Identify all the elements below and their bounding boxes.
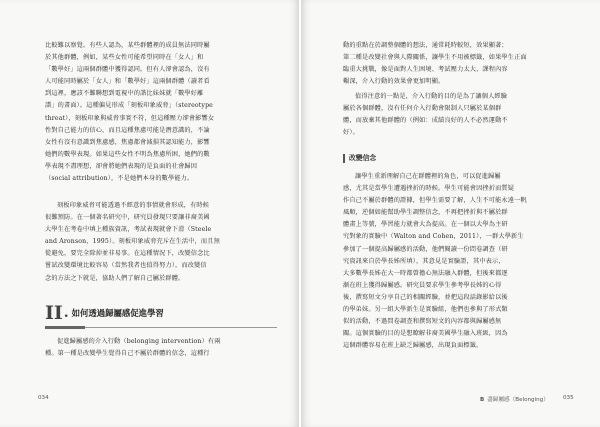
text-line: 大多數學長姊在大一時都曾擔心無法融入群體，但後來都逐	[343, 269, 508, 277]
right-text-para3	[343, 171, 575, 352]
text-line: 學表現不盡理想，卻會將她們表現的是負面的社會歸因	[45, 162, 198, 170]
text-line: 這個群體容易在班上缺乏歸屬感，出現負面標籤。	[343, 342, 483, 350]
text-line: 人可能同時屬於「女人」和「數學好」這兩個群體（讀者看	[45, 78, 210, 86]
text-line: 好）。	[343, 129, 359, 137]
chapter-letter: B	[480, 397, 485, 403]
text-line: 大學生在考卷中填上種族資訊，考試表現就會下滑（Steele	[45, 226, 212, 234]
text-line: 譜」的畫面）。這種偏見形成「刻板印象威脅」（stereotype	[45, 102, 213, 110]
text-line: 她們的數學表現。如果這些女性不明為焦慮所困，她們的數	[45, 150, 210, 158]
text-line: 值得注意的一點是，介入行動的目的是為了讓個人經驗	[355, 93, 508, 100]
text-line: 參加了一個提高歸屬感的活動，他們閱讀一份問卷調查（研	[343, 245, 508, 253]
section-heading	[45, 300, 277, 326]
text-line: 究對象的實驗中（Walton and Cohen，2011），一群大學新生	[343, 233, 524, 241]
text-line: 到這裡，應該不難聯想到電視中的諧比妹妹就「數學好離	[45, 90, 204, 98]
text-line: 似的活動，不過問卷調查和撰寫短文的內容都與歸屬感無	[343, 318, 502, 326]
text-line: 體，而放棄其他群體的（例如：成績良好的人不必然運動不	[343, 117, 508, 125]
text-line: 女性有沒有意識到焦慮感，焦慮都會減損其認知能力，影響	[45, 138, 210, 146]
text-line: 讓學生重新理解自己在群體裡的角色，可以促進歸屬	[355, 173, 501, 180]
text-line: 艱深，介入行動的效果會更加明顯。	[343, 78, 445, 86]
section-roman-numeral: II	[45, 302, 63, 324]
text-line: 很難預防。在一個著名研究中，研究員發現只要讓非裔美國	[45, 214, 210, 222]
text-line: 動的重點在於調整個體的想法，通常耗時較短，效果顯著；	[343, 42, 508, 49]
text-line: 種。第一種是改變學生覺得自己不屬於群體的信念，這種行	[45, 350, 210, 358]
section-dot: .	[63, 305, 69, 321]
text-line: 第二種是改變社會與人際關係，讓學生不用被標籤，如果學生正面	[343, 54, 527, 62]
text-line: 臨重大挑戰，像是面對人生困境、考試壓力太大、課程內容	[343, 66, 508, 74]
text-line: and Aronson，1995）。刻板印象威脅充斥在生活中，而且無	[45, 238, 220, 246]
text-line: threat），刻板印象與威脅事實不符，但這種壓力卻會影響女	[45, 114, 215, 122]
text-line: 嘗試改變環境比較容易（當然我者也值得努力），而改變信	[45, 262, 207, 270]
section-title: 如何透過歸屬感促進學習	[71, 308, 164, 318]
chapter-title: 盡歸屬感（Belonging）	[487, 397, 549, 403]
text-line: 感，尤其是當學生遭遇挫折的時候。學生可能會因挫折而質疑	[343, 185, 515, 193]
section-rule	[45, 327, 277, 328]
text-line: 風順，逆個如能幫助學生調整信念，不再把挫折與不屬於群	[343, 209, 508, 217]
text-line: 念的方法之下就是，協助人們了解自己屬於群體。	[45, 274, 185, 282]
right-page-number: 035	[563, 395, 574, 401]
left-text-para2	[45, 200, 277, 285]
text-line: 漸在班上獲得歸屬感。研究員要求學生參考學長姊的心得	[343, 281, 502, 289]
text-line: 關。這個實驗的目的是想瞭解非裔美國學生融入班級，因為	[343, 330, 508, 338]
text-line: 性對自己能力的信心，而且這種焦慮可能是潛意識的，不論	[45, 126, 210, 134]
text-line: 於其他群體，例如，某些女性可能希望同時在「女人」和	[45, 54, 204, 62]
text-line: 屬於各個群體，沒有任何介入行動會限制人只屬於某個群	[343, 105, 502, 113]
text-line: 的學弟妹。另一組大學新生是實驗組，他們也參與了形式類	[343, 306, 508, 314]
right-text-top	[343, 40, 575, 88]
left-text-bottom	[45, 336, 277, 360]
text-line: 後，撰寫短文分享自己的相關經驗，並把這段話錄影給以後	[343, 293, 508, 301]
text-line: 刻板印象威脅可能透過不經意的事情就會形成，有時候	[57, 202, 210, 209]
chapter-footer	[480, 395, 549, 403]
text-line: 體畫上等號，學習能力就會大為提高。在一個以大學為主研	[343, 221, 508, 229]
subsection-heading: 改變信念	[343, 154, 376, 163]
right-text-para2	[343, 91, 575, 139]
left-page-number: 034	[38, 395, 49, 401]
text-line: 促進歸屬感的介入行動（belonging intervention）有兩	[57, 338, 221, 345]
text-line: 從避免，要完全除掉並非易事。在這種情況下，改變信念比	[45, 250, 210, 258]
text-line: （social attribution），不是她們本身的數學能力。	[45, 175, 194, 183]
text-line: 「數學好」這兩個群體中獲得認同。但有人卻會認為，沒有	[45, 66, 210, 74]
text-line: 作自己不屬於群體的證據，但學生需要了解，人生不可能永遠一帆	[343, 197, 527, 205]
text-line: 究資訊來自於學長姊所填），其意見是實驗證，其中表示，	[343, 257, 505, 265]
left-text-top	[45, 40, 277, 185]
text-line: 比較難以察覺。有些人認為，某些群體裡的成員無法同時屬	[45, 42, 210, 49]
